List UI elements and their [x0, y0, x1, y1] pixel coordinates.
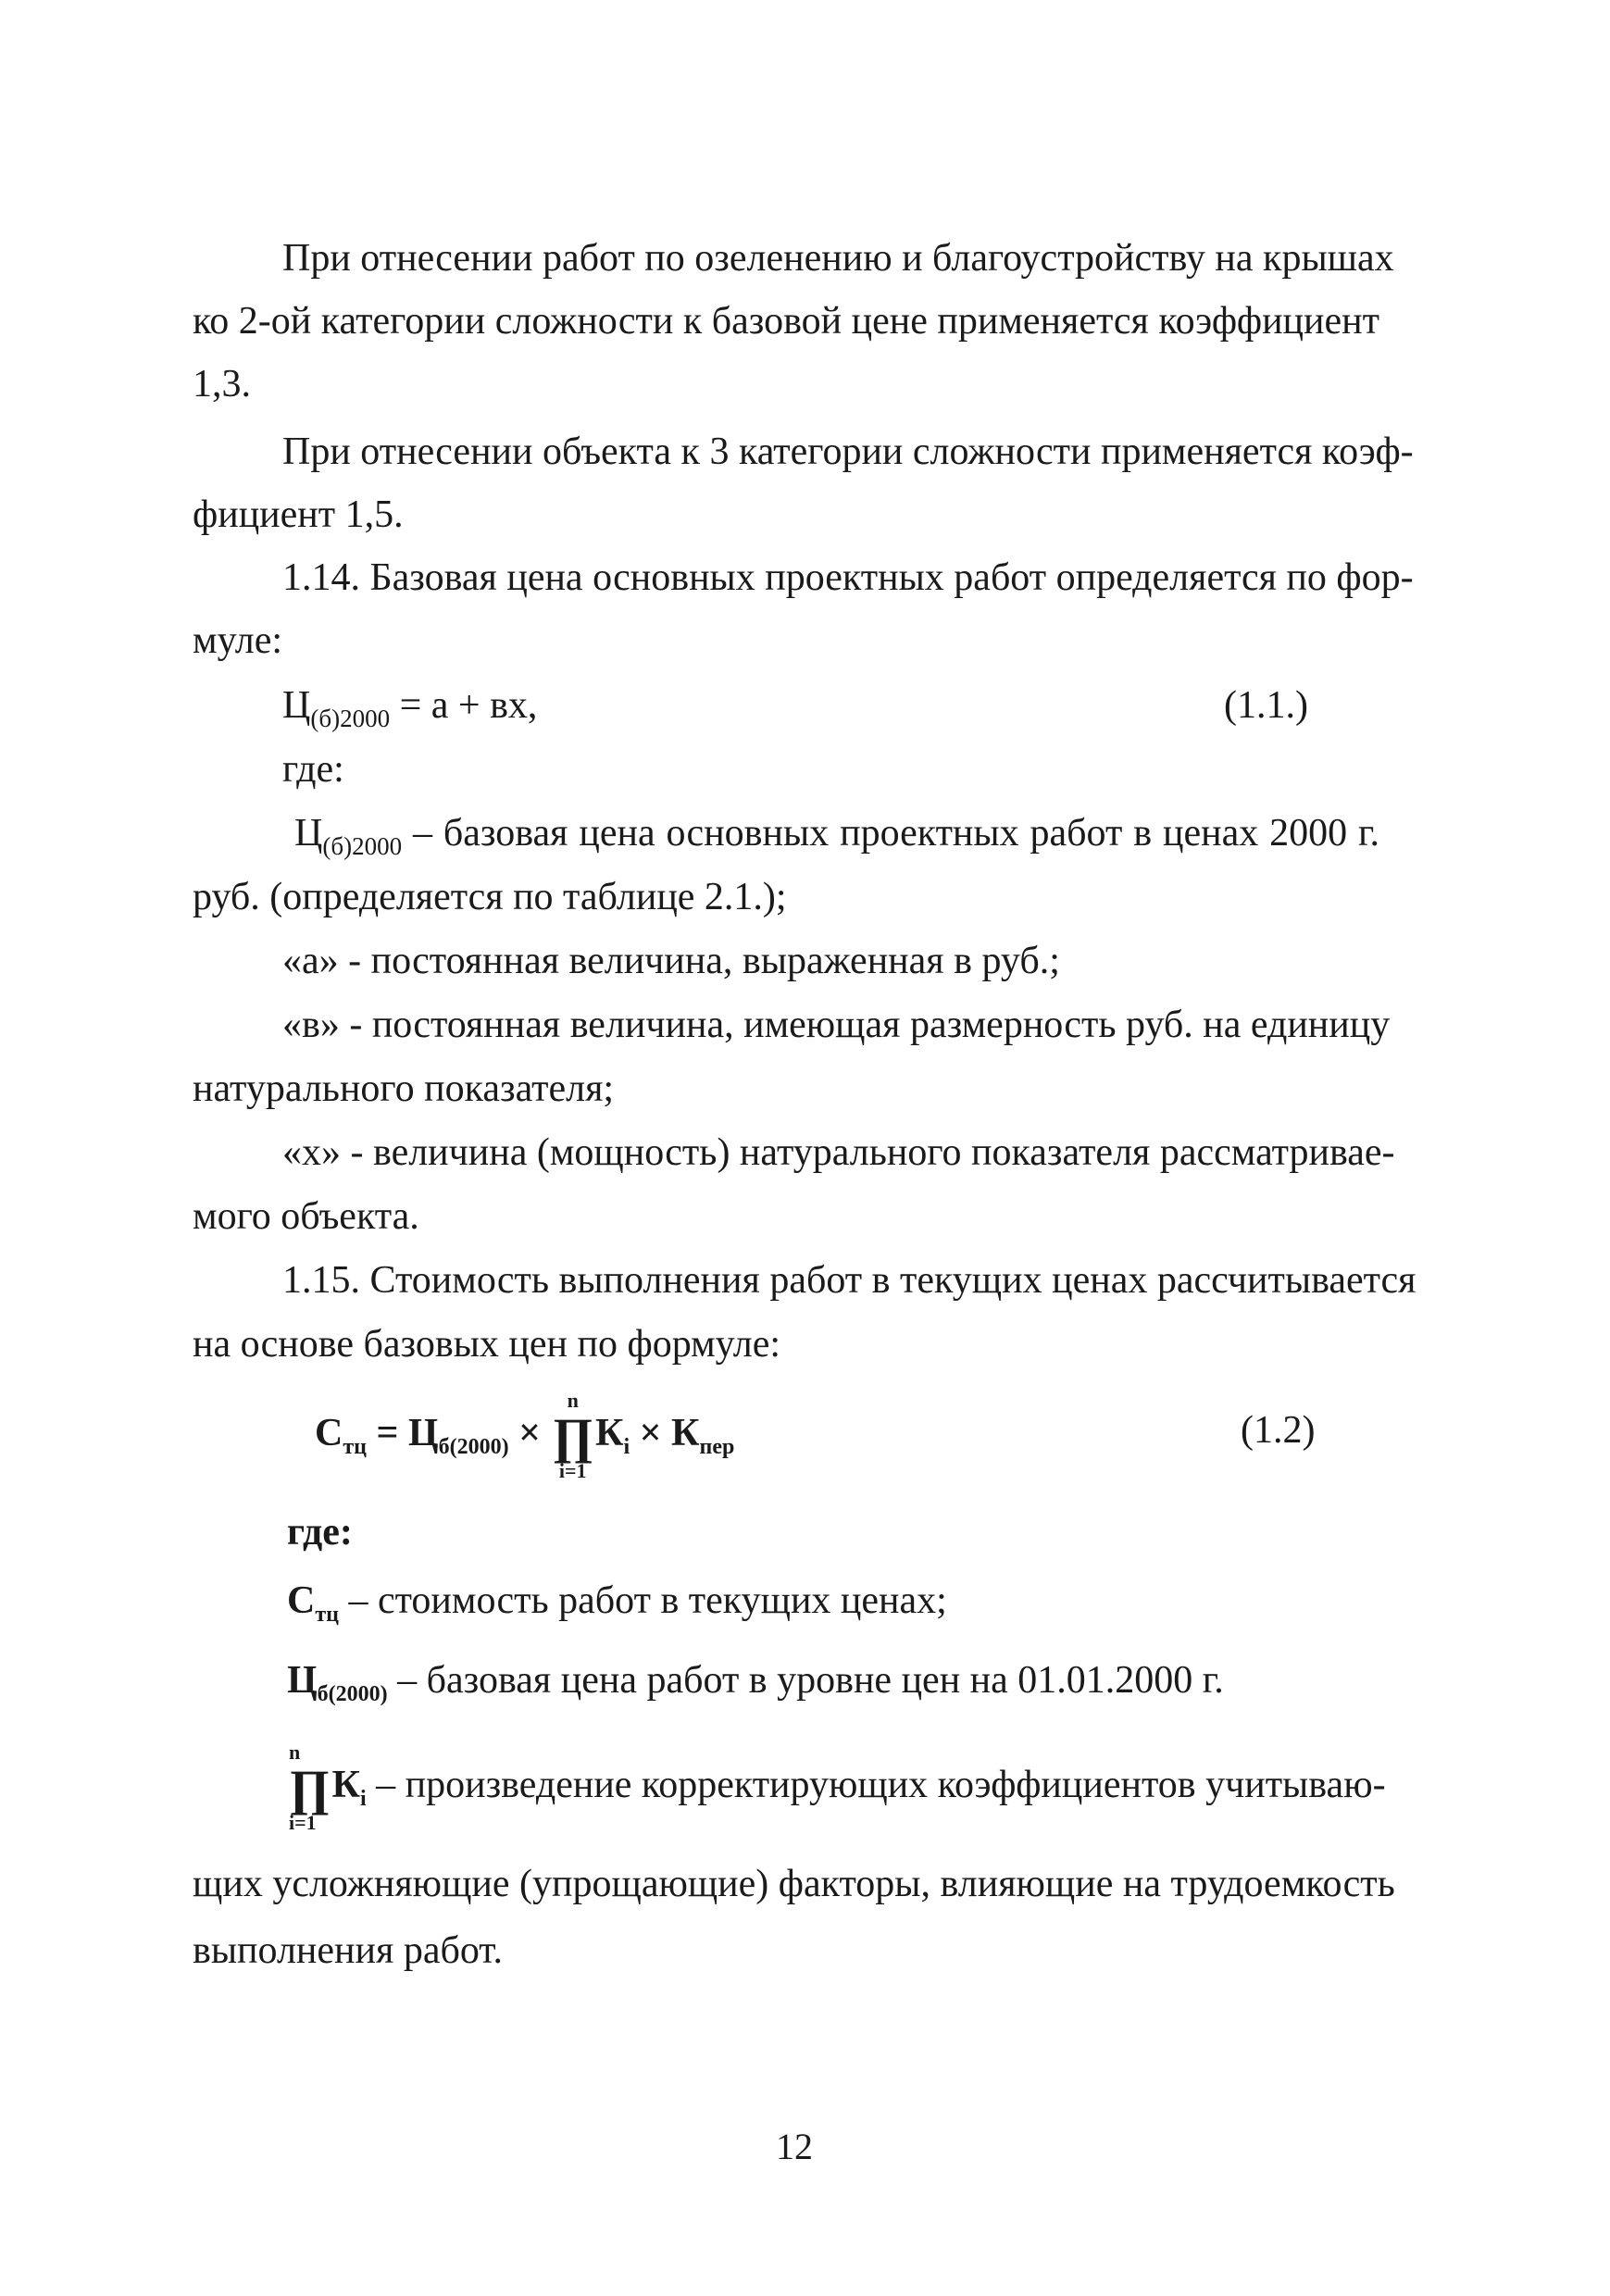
def-base-cost-text: – базовая цена работ в уровне цен на 01.01.2000 г.	[387, 1659, 1224, 1702]
def-current-cost-sub: тц	[315, 1603, 339, 1627]
formula-1-1-lhs: Ц	[282, 684, 311, 727]
def-base-cost-sub: б(2000)	[317, 1682, 388, 1706]
formula-1-2-number: (1.2)	[1241, 1409, 1316, 1452]
def-base-price-sym: Ц	[294, 812, 323, 855]
formula-1-2	[315, 1378, 734, 1489]
formula-1-2-eq: =	[366, 1412, 408, 1454]
def-base-price-line2: руб. (определяется по таблице 2.1.);	[193, 876, 787, 918]
def-product-bottom: i=1	[289, 1811, 317, 1835]
para1-line3: 1,3.	[193, 363, 251, 406]
para2-line2: фициент 1,5.	[193, 493, 404, 536]
def-x-line2: мого объекта.	[193, 1195, 419, 1238]
formula-1-2-ts-sub: б(2000)	[438, 1435, 509, 1459]
formula-1-2-k-sub: i	[623, 1435, 630, 1459]
para3-line1: 1.14. Базовая цена основных проектных работ определяется по фор-	[282, 556, 1414, 599]
para1-line2: ко 2-ой категории сложности к базовой цене применяется коэффициент	[193, 300, 1379, 343]
formula-1-2-c-sub: тц	[343, 1435, 367, 1459]
formula-1-2-k2-sub: пер	[699, 1435, 735, 1459]
where-label-2: где:	[287, 1511, 353, 1554]
where-label-1: где:	[282, 748, 344, 791]
formula-1-2-product	[553, 1391, 593, 1481]
formula-1-2-times1: ×	[508, 1412, 551, 1454]
def-product-line1	[287, 1733, 1386, 1837]
formula-1-2-product-top: n	[567, 1389, 579, 1413]
def-product-line2: щих усложняющие (упрощающие) факторы, влияющие на трудоемкость	[193, 1863, 1395, 1905]
para2-line1: При отнесении объекта к 3 категории сложности применяется коэф-	[282, 430, 1414, 473]
def-product-symbol	[289, 1742, 330, 1833]
para4-line2: на основе базовых цен по формуле:	[193, 1323, 781, 1366]
def-current-cost-sym: С	[287, 1579, 316, 1622]
def-base-price-line1	[294, 810, 1379, 860]
def-product-top: n	[289, 1741, 301, 1765]
formula-1-2-ts: Ц	[407, 1412, 439, 1454]
def-product-text: – произведение корректирующих коэффициентов учитываю-	[366, 1764, 1386, 1806]
formula-1-2-k2: К	[671, 1412, 700, 1454]
formula-1-2-product-bottom: i=1	[558, 1459, 587, 1483]
def-product-k-sub: i	[359, 1787, 367, 1811]
def-base-price-text: – базовая цена основных проектных работ в ценах 2000 г.	[402, 812, 1379, 855]
formula-1-1-lhs-sub: (б)2000	[310, 705, 391, 732]
def-product-k: К	[331, 1764, 360, 1806]
def-a: «а» - постоянная величина, выраженная в руб.;	[282, 940, 1060, 982]
para4-line1: 1.15. Стоимость выполнения работ в текущих ценах рассчитывается	[282, 1259, 1417, 1302]
def-base-price-sub: (б)2000	[322, 832, 403, 860]
def-x-line1: «х» - величина (мощность) натурального показателя рассматривае-	[282, 1131, 1395, 1174]
formula-1-2-k: К	[594, 1412, 624, 1454]
page-number: 12	[776, 2126, 813, 2167]
def-product-line3: выполнения работ.	[193, 1929, 503, 1972]
def-base-cost	[287, 1657, 1224, 1709]
def-current-cost-text: – стоимость работ в текущих ценах;	[338, 1579, 947, 1622]
product-symbol-icon: ∏	[552, 1408, 593, 1465]
formula-1-2-c: С	[315, 1412, 343, 1454]
para3-line2: муле:	[193, 619, 283, 662]
formula-1-2-times2: ×	[630, 1412, 672, 1454]
formula-1-1-number: (1.1.)	[1224, 684, 1308, 727]
def-current-cost	[287, 1578, 947, 1629]
def-b-line2: натурального показателя;	[193, 1067, 615, 1110]
def-product-symbol-icon: ∏	[289, 1760, 331, 1816]
def-b-line1: «в» - постоянная величина, имеющая размерность руб. на единицу	[282, 1004, 1391, 1046]
def-base-cost-sym: Ц	[287, 1659, 318, 1702]
formula-1-1	[282, 682, 537, 732]
para1-line1: При отнесении работ по озеленению и благоустройству на крышах	[282, 237, 1394, 280]
formula-1-1-rhs: = а + вх,	[390, 684, 538, 727]
